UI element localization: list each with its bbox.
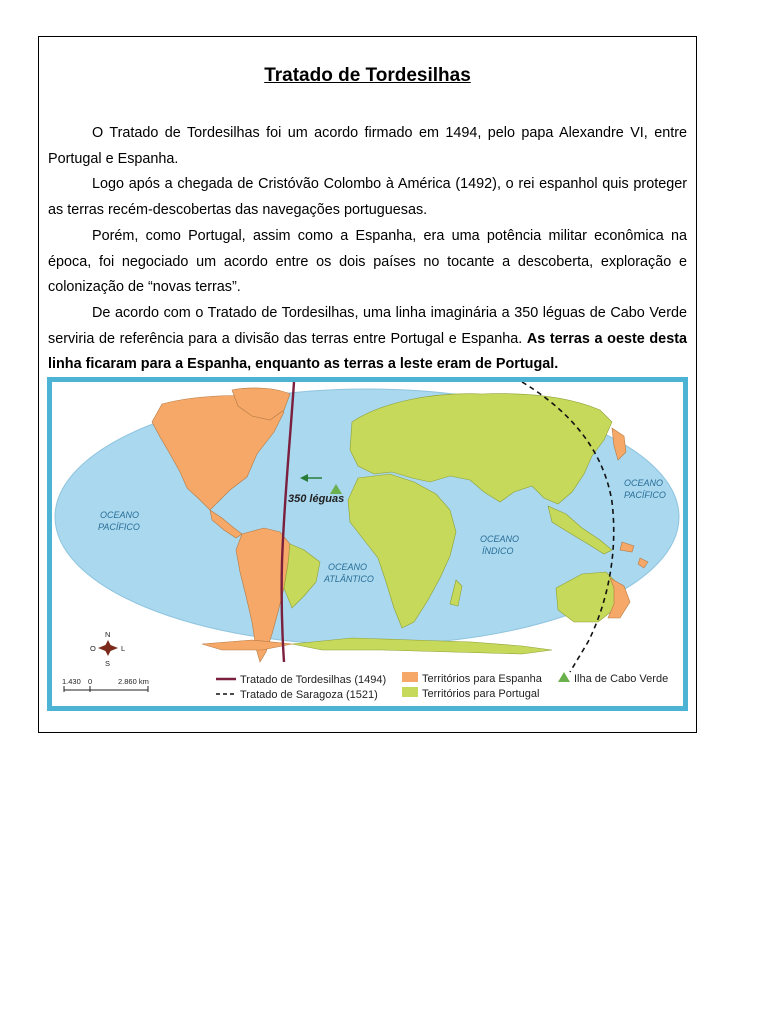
- distance-label: 350 léguas: [288, 493, 345, 505]
- indian-label-1: OCEANO: [480, 534, 520, 544]
- page-title: Tratado de Tordesilhas: [264, 65, 471, 86]
- legend-espanha: Territórios para Espanha: [422, 673, 542, 685]
- atlantic-label-1: OCEANO: [328, 562, 368, 572]
- body-text: [48, 121, 687, 378]
- paragraph-1: O Tratado de Tordesilhas foi um acordo firmado em 1494, pelo papa Alexandre VI, entre Portugal e Espanha.: [48, 125, 687, 167]
- map-svg: [52, 382, 683, 706]
- legend-saragoza: Tratado de Saragoza (1521): [240, 689, 378, 701]
- legend-tordesilhas: Tratado de Tordesilhas (1494): [240, 674, 387, 686]
- paragraph-4-bold: As terras a oeste desta linha ficaram para a Espanha, enquanto as terras a leste eram de Portugal.: [48, 330, 687, 373]
- legend-portugal: Territórios para Portugal: [422, 688, 540, 700]
- pacific-west-label-1: OCEANO: [100, 510, 140, 520]
- atlantic-label-2: ATLÂNTICO: [324, 574, 374, 584]
- legend-cabo-verde-swatch: [558, 672, 570, 682]
- map-inner: [52, 382, 683, 706]
- compass-e: L: [121, 644, 126, 653]
- paragraph-2: Logo após a chegada de Cristóvão Colombo à América (1492), o rei espanhol quis proteger as terras recém-descobertas das navegações portuguesas.: [48, 176, 687, 219]
- compass-rose: [90, 630, 125, 668]
- compass-s: S: [105, 659, 111, 668]
- legend-espanha-swatch: [402, 672, 418, 682]
- scale-left: 1.430: [62, 677, 81, 686]
- antarctica-portugal: [292, 638, 552, 654]
- paragraph-4: [48, 301, 687, 378]
- treaty-map: [47, 377, 688, 711]
- pacific-east-label-1: OCEANO: [624, 478, 664, 488]
- document-frame: [38, 36, 697, 733]
- paragraph-4-normal: De acordo com o Tratado de Tordesilhas, uma linha imaginária a 350 léguas de Cabo Verde serviria de referência para a divisão das terras entre Portugal e Espanha.: [48, 304, 687, 347]
- pacific-west-label-2: PACÍFICO: [98, 522, 140, 532]
- pacific-east-label-2: PACÍFICO: [624, 490, 666, 500]
- map-legend: [216, 672, 668, 701]
- antarctica-spain: [202, 640, 292, 650]
- indian-label-2: ÍNDICO: [482, 546, 514, 556]
- scale-right: 2.860 km: [118, 677, 149, 686]
- compass-w: O: [90, 644, 96, 653]
- compass-n: N: [105, 630, 111, 639]
- legend-portugal-swatch: [402, 687, 418, 697]
- scale-zero: 0: [88, 677, 93, 686]
- paragraph-3: Porém, como Portugal, assim como a Espanha, era uma potência militar econômica na época, foi negociado um acordo entre os dois países no tocante a descoberta, exploração e colonização de “novas terras”.: [48, 227, 687, 296]
- legend-cabo-verde: Ilha de Cabo Verde: [574, 673, 669, 685]
- scale-bar: [62, 677, 149, 692]
